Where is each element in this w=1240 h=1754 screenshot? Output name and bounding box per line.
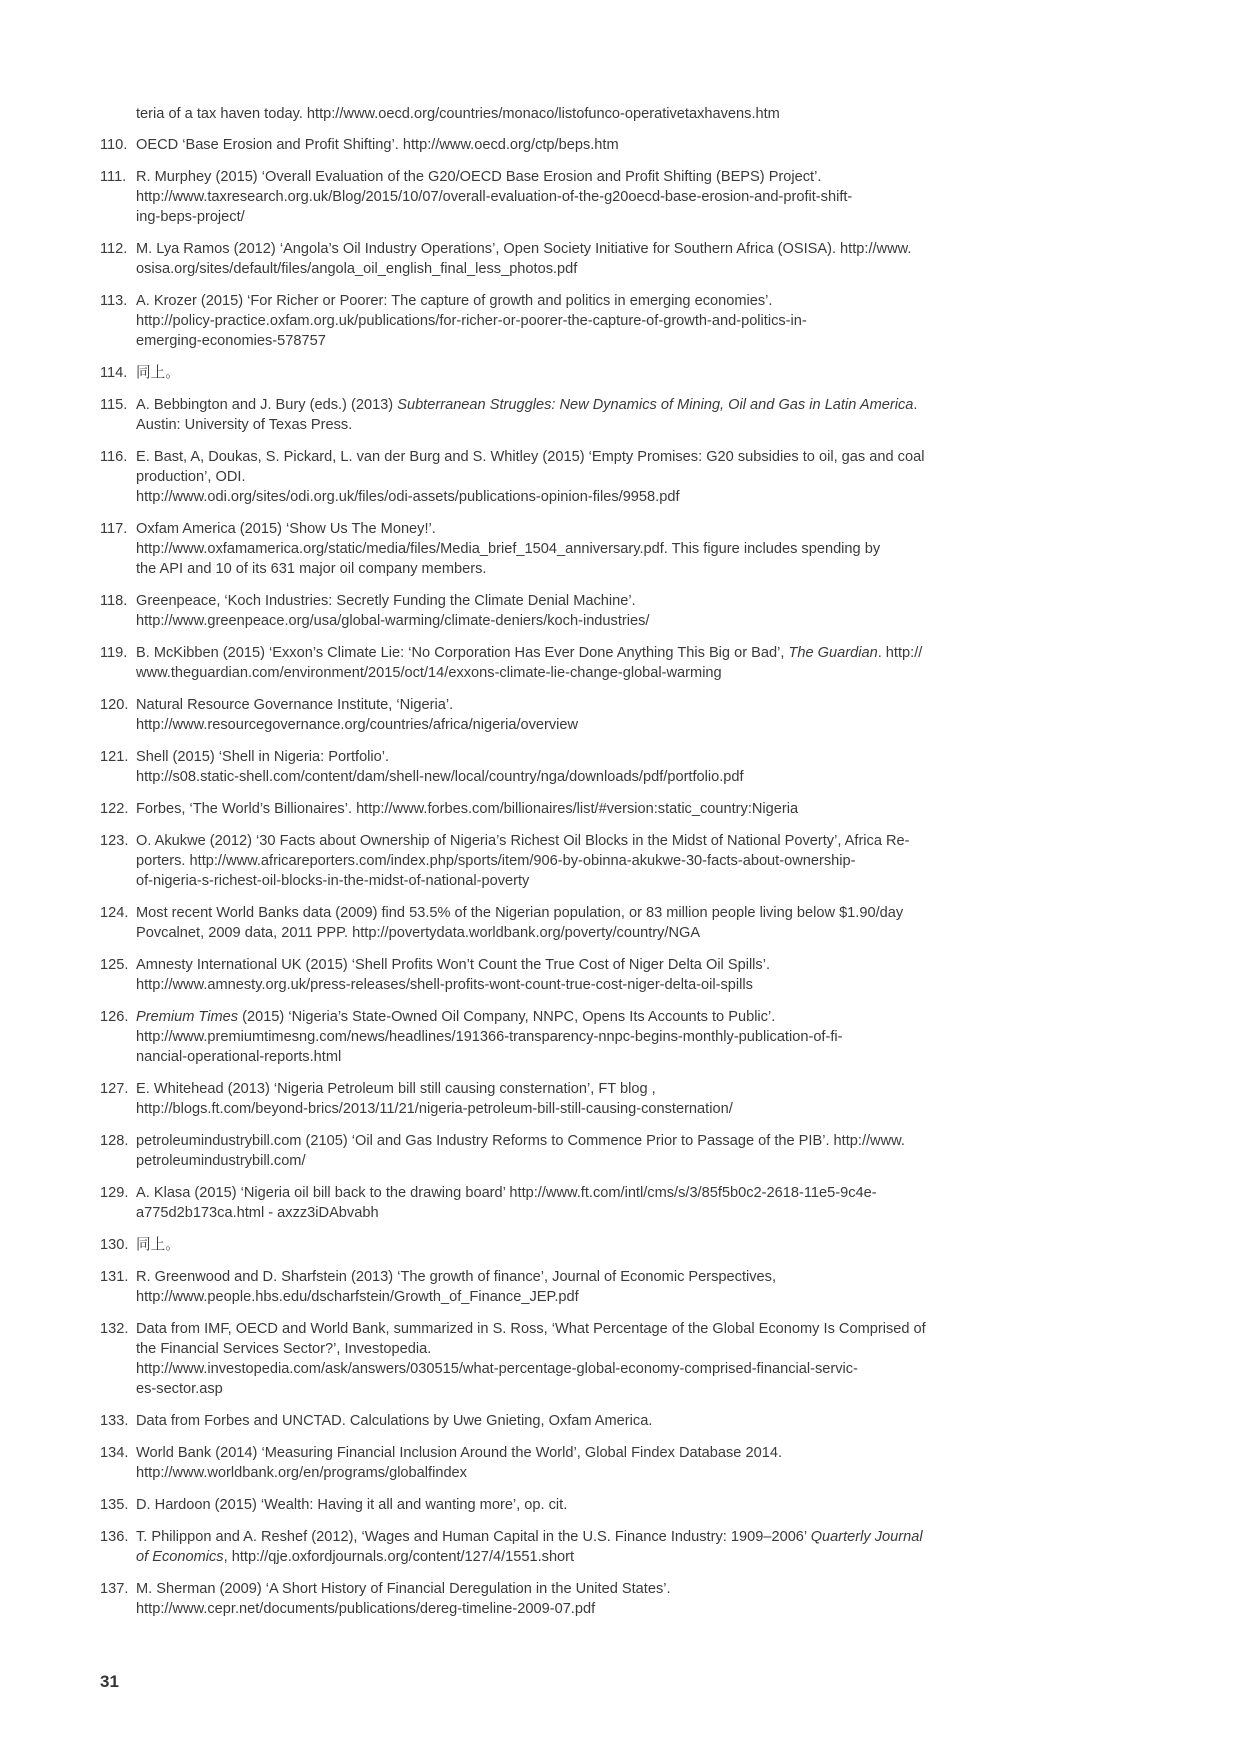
endnote-line [136,663,992,683]
endnote-line [136,955,992,975]
endnote-line [136,519,992,539]
endnote-item [100,1007,992,1067]
endnote-line [136,1379,992,1399]
endnote-text: (2015) ‘Nigeria’s State-Owned Oil Company, NNPC, Opens Its Accounts to Public’. [238,1009,776,1025]
endnote-text: the API and 10 of its 631 major oil company members. [136,561,487,577]
endnote-line [136,851,992,871]
endnote-text: D. Hardoon (2015) ‘Wealth: Having it all and wanting more’, op. cit. [136,1497,568,1513]
endnote-item [100,1527,992,1567]
endnote-text: http://www.resourcegovernance.org/countries/africa/nigeria/overview [136,717,579,733]
endnote-number: 130. [100,1237,129,1253]
endnote-line [136,1047,992,1067]
endnote-text: teria of a tax haven today. http://www.oecd.org/countries/monaco/listofunco-operativetaxhavens.htm [136,106,780,122]
endnote-line [136,239,992,259]
endnote-text: M. Lya Ramos (2012) ‘Angola’s Oil Industry Operations’, Open Society Initiative for Southern Africa (OSISA). http://www. [136,241,912,257]
endnote-item [100,831,992,891]
endnote-item [100,519,992,579]
endnote-line [136,695,992,715]
endnote-line [136,1099,992,1119]
endnote-item [100,747,992,787]
endnote-item [100,1319,992,1399]
endnote-item [100,291,992,351]
endnote-line [136,1079,992,1099]
endnote-item [100,135,992,155]
endnote-item [100,1495,992,1515]
endnote-line [136,291,992,311]
endnote-item [100,1579,992,1619]
endnote-text: http://www.amnesty.org.uk/press-releases/shell-profits-wont-count-true-cost-niger-delta-oil-spills [136,977,753,993]
endnote-text: emerging-economies-578757 [136,333,326,349]
endnote-number: 134. [100,1445,129,1461]
endnote-text: OECD ‘Base Erosion and Profit Shifting’. http://www.oecd.org/ctp/beps.htm [136,137,619,153]
endnote-item [100,643,992,683]
endnote-number: 137. [100,1581,129,1597]
endnote-line [136,1287,992,1307]
endnote-item [100,1183,992,1223]
endnote-text: http://www.taxresearch.org.uk/Blog/2015/10/07/overall-evaluation-of-the-g20oecd-base-erosion-and-profit-shift- [136,189,853,205]
endnote-line [136,447,992,467]
endnote-line [136,1235,992,1255]
endnote-number: 127. [100,1081,129,1097]
endnote-line [136,1183,992,1203]
endnote-line [136,767,992,787]
endnote-item [100,1411,992,1431]
endnote-number: 136. [100,1529,129,1545]
endnote-text: http://www.worldbank.org/en/programs/globalfindex [136,1465,467,1481]
endnote-line [136,1267,992,1287]
endnote-text: T. Philippon and A. Reshef (2012), ‘Wages and Human Capital in the U.S. Finance Industry: 1909–2006’ [136,1529,811,1545]
endnote-text: porters. http://www.africareporters.com/index.php/sports/item/906-by-obinna-akukwe-30-facts-about-ownership- [136,853,856,869]
endnote-line [136,1203,992,1223]
endnote-line [136,395,992,415]
endnote-line [136,903,992,923]
endnote-line [136,135,992,155]
endnote-line [136,715,992,735]
endnote-line [136,831,992,851]
endnote-line [136,1527,992,1547]
endnote-number: 116. [100,449,128,465]
endnote-line [136,643,992,663]
endnote-number: 110. [100,137,128,153]
endnote-text: Oxfam America (2015) ‘Show Us The Money!’. [136,521,436,537]
endnote-text: http://policy-practice.oxfam.org.uk/publications/for-richer-or-poorer-the-capture-of-growth-and-politics-in- [136,313,807,329]
endnote-line [136,1411,992,1431]
endnote-item [100,799,992,819]
endnote-line [136,487,992,507]
endnote-text: es-sector.asp [136,1381,223,1397]
endnote-item [100,363,992,383]
endnote-line [136,415,992,435]
endnote-italic-text: Premium Times [136,1009,239,1025]
endnote-item [100,239,992,279]
endnote-text: www.theguardian.com/environment/2015/oct/14/exxons-climate-lie-change-global-warming [136,665,722,681]
endnote-italic-text: Subterranean Struggles: New Dynamics of Mining, Oil and Gas in Latin America [397,397,914,413]
endnote-text: http://www.cepr.net/documents/publications/dereg-timeline-2009-07.pdf [136,1601,596,1617]
endnote-line [136,923,992,943]
endnote-text: O. Akukwe (2012) ‘30 Facts about Ownership of Nigeria’s Richest Oil Blocks in the Midst of National Poverty’, Africa Re- [136,833,910,849]
endnote-text: Forbes, ‘The World’s Billionaires’. http://www.forbes.com/billionaires/list/#version:static_country:Nigeria [136,801,799,817]
endnote-text: petroleumindustrybill.com/ [136,1153,306,1169]
endnote-text: Shell (2015) ‘Shell in Nigeria: Portfolio’. [136,749,390,765]
endnote-item [100,903,992,943]
endnote-line [136,104,992,124]
endnote-text: E. Bast, A, Doukas, S. Pickard, L. van der Burg and S. Whitley (2015) ‘Empty Promises: G20 subsidies to oil, gas and coal [136,449,925,465]
endnote-number: 129. [100,1185,129,1201]
endnote-number: 112. [100,241,128,257]
endnote-text: E. Whitehead (2013) ‘Nigeria Petroleum bill still causing consternation’, FT blog , [136,1081,656,1097]
endnote-number: 118. [100,593,128,609]
endnote-number: 133. [100,1413,129,1429]
endnote-italic-text: of Economics [136,1549,224,1565]
endnote-italic-text: Quarterly Journal [810,1529,923,1545]
endnote-text: of-nigeria-s-richest-oil-blocks-in-the-midst-of-national-poverty [136,873,530,889]
endnote-line [136,1151,992,1171]
endnote-line [136,331,992,351]
endnote-text: 同上。 [136,1237,180,1253]
endnote-item [100,447,992,507]
endnote-text: Natural Resource Governance Institute, ‘Nigeria’. [136,697,454,713]
endnote-text: Povcalnet, 2009 data, 2011 PPP. http://povertydata.worldbank.org/poverty/country/NGA [136,925,701,941]
endnote-line [136,187,992,207]
endnote-line [136,1547,992,1567]
endnote-item [100,1235,992,1255]
endnote-text: ing-beps-project/ [136,209,245,225]
endnote-text: World Bank (2014) ‘Measuring Financial Inclusion Around the World’, Global Findex Database 2014. [136,1445,782,1461]
endnote-item [100,695,992,735]
endnote-text: production’, ODI. [136,469,246,485]
endnote-line [136,539,992,559]
endnote-item [100,591,992,631]
endnote-text: A. Bebbington and J. Bury (eds.) (2013) [136,397,398,413]
endnote-text: Austin: University of Texas Press. [136,417,353,433]
endnote-item [100,104,992,124]
endnote-number: 111. [100,169,127,185]
endnote-number: 113. [100,293,128,309]
endnote-text: . [913,397,918,413]
endnote-number: 123. [100,833,129,849]
endnote-line [136,1463,992,1483]
endnote-line [136,1599,992,1619]
endnote-text: http://blogs.ft.com/beyond-brics/2013/11/21/nigeria-petroleum-bill-still-causing-consternation/ [136,1101,733,1117]
endnote-text: Data from IMF, OECD and World Bank, summarized in S. Ross, ‘What Percentage of the Global Economy Is Comprised of [136,1321,926,1337]
endnote-line [136,871,992,891]
endnote-line [136,611,992,631]
endnote-text: nancial-operational-reports.html [136,1049,342,1065]
endnote-number: 114. [100,365,128,381]
endnote-line [136,1443,992,1463]
endnote-text: the Financial Services Sector?’, Investopedia. [136,1341,432,1357]
endnote-text: A. Krozer (2015) ‘For Richer or Poorer: The capture of growth and politics in emerging economies’. [136,293,773,309]
endnote-line [136,591,992,611]
endnote-line [136,1027,992,1047]
endnote-number: 120. [100,697,129,713]
endnote-item [100,955,992,995]
endnote-line [136,311,992,331]
endnote-number: 121. [100,749,129,765]
endnote-line [136,1359,992,1379]
endnote-item [100,1131,992,1171]
endnotes-list [100,104,992,1631]
endnote-text: A. Klasa (2015) ‘Nigeria oil bill back to the drawing board’ http://www.ft.com/intl/cms/s/3/85f5b0c2-2618-11e5-9c4e- [136,1185,877,1201]
endnote-item [100,1079,992,1119]
endnote-line [136,167,992,187]
endnote-line [136,799,992,819]
endnote-text: Greenpeace, ‘Koch Industries: Secretly Funding the Climate Denial Machine’. [136,593,636,609]
endnote-line [136,559,992,579]
endnote-text: 同上。 [136,365,180,381]
endnote-text: B. McKibben (2015) ‘Exxon’s Climate Lie: ‘No Corporation Has Ever Done Anything This Big or Bad’, [136,645,789,661]
endnote-text: M. Sherman (2009) ‘A Short History of Financial Deregulation in the United States’. [136,1581,671,1597]
endnote-item [100,1443,992,1483]
endnote-text: , http://qje.oxfordjournals.org/content/127/4/1551.short [223,1549,575,1565]
endnote-number: 131. [100,1269,129,1285]
endnote-line [136,1319,992,1339]
endnote-line [136,1579,992,1599]
endnote-line [136,1007,992,1027]
endnote-number: 117. [100,521,128,537]
endnote-number: 135. [100,1497,129,1513]
endnote-line [136,1131,992,1151]
endnote-line [136,975,992,995]
endnote-line [136,467,992,487]
endnote-number: 125. [100,957,129,973]
endnote-text: http://www.people.hbs.edu/dscharfstein/Growth_of_Finance_JEP.pdf [136,1289,579,1305]
endnote-text: http://s08.static-shell.com/content/dam/shell-new/local/country/nga/downloads/pdf/portfolio.pdf [136,769,744,785]
endnote-number: 124. [100,905,129,921]
endnote-text: petroleumindustrybill.com (2105) ‘Oil and Gas Industry Reforms to Commence Prior to Passage of the PIB’. http://www. [136,1133,905,1149]
endnote-number: 115. [100,397,128,413]
endnote-text: R. Greenwood and D. Sharfstein (2013) ‘The growth of finance’, Journal of Economic Perspectives, [136,1269,777,1285]
page-number: 31 [100,1672,119,1691]
endnote-item [100,1267,992,1307]
endnote-number: 132. [100,1321,129,1337]
endnote-text: http://www.oxfamamerica.org/static/media/files/Media_brief_1504_anniversary.pdf. This figure includes spending by [136,541,881,557]
endnote-number: 126. [100,1009,129,1025]
endnote-number: 119. [100,645,128,661]
endnote-number: 128. [100,1133,129,1149]
endnote-number: 122. [100,801,129,817]
endnote-line [136,1495,992,1515]
endnote-text: Amnesty International UK (2015) ‘Shell Profits Won’t Count the True Cost of Niger Delta Oil Spills’. [136,957,771,973]
endnote-text: R. Murphey (2015) ‘Overall Evaluation of the G20/OECD Base Erosion and Profit Shifting (BEPS) Project’. [136,169,822,185]
endnote-line [136,363,992,383]
endnote-line [136,1339,992,1359]
endnote-line [136,259,992,279]
endnote-line [136,207,992,227]
endnote-text: a775d2b173ca.html - axzz3iDAbvabh [136,1205,379,1221]
endnote-text: http://www.premiumtimesng.com/news/headlines/191366-transparency-nnpc-begins-monthly-publication-of-fi- [136,1029,843,1045]
endnote-italic-text: The Guardian [788,645,878,661]
endnote-text: Data from Forbes and UNCTAD. Calculations by Uwe Gnieting, Oxfam America. [136,1413,653,1429]
endnote-item [100,395,992,435]
endnote-text: . http:// [877,645,923,661]
endnote-text: osisa.org/sites/default/files/angola_oil_english_final_less_photos.pdf [136,261,578,277]
endnote-item [100,167,992,227]
endnote-text: Most recent World Banks data (2009) find 53.5% of the Nigerian population, or 83 million people living below $1.90/day [136,905,904,921]
endnote-text: http://www.odi.org/sites/odi.org.uk/files/odi-assets/publications-opinion-files/9958.pdf [136,489,680,505]
endnote-line [136,747,992,767]
endnote-text: http://www.investopedia.com/ask/answers/030515/what-percentage-global-economy-comprised-financial-servic- [136,1361,858,1377]
endnote-text: http://www.greenpeace.org/usa/global-warming/climate-deniers/koch-industries/ [136,613,650,629]
